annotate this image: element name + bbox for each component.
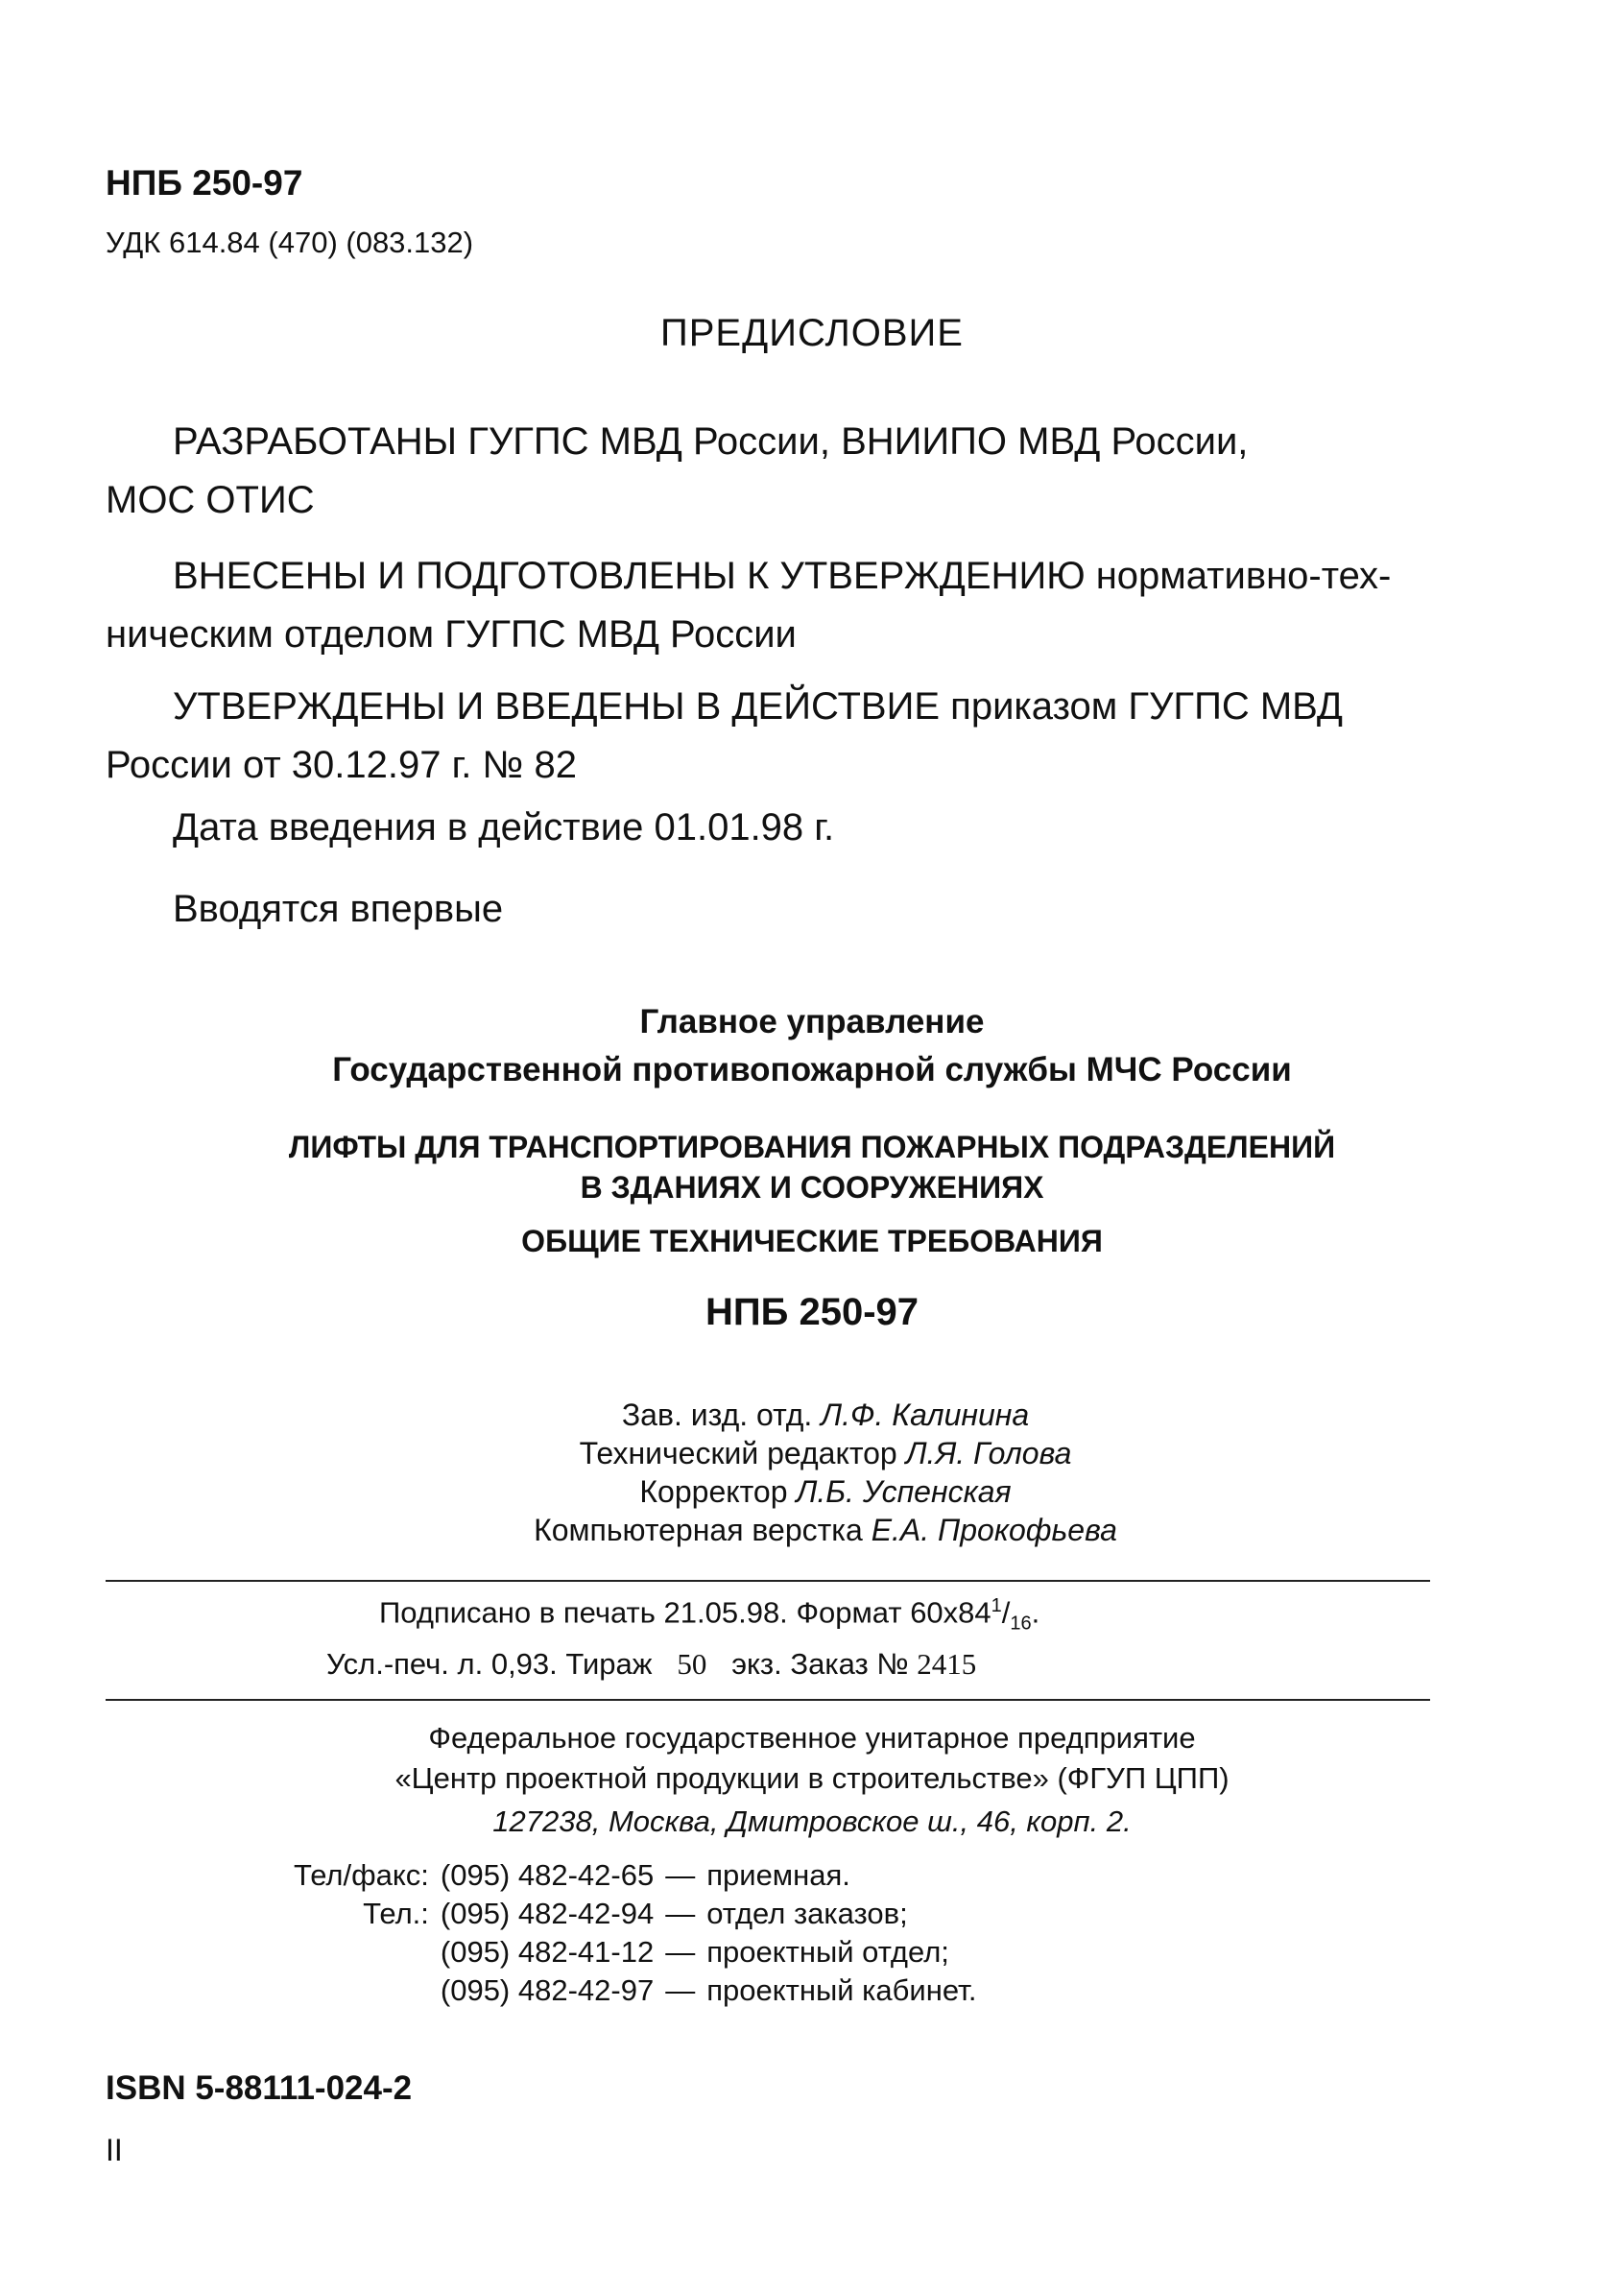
submitted-line-2: ническим отделом ГУГПС МВД России: [106, 613, 797, 656]
organization-name: [0, 998, 1624, 1094]
publisher-address: 127238, Москва, Дмитровское ш., 46, корп. 2.: [492, 1804, 1132, 1838]
contact-label: [288, 1933, 435, 1971]
contact-label: [288, 1971, 435, 2010]
credit-row: [288, 1434, 1363, 1472]
contact-row: [288, 1933, 982, 1971]
contact-row: [288, 1856, 982, 1895]
signed-label: Подписано в печать: [379, 1595, 656, 1630]
imprint-signed-line: Подписано в печать 21.05.98. Формат $60x84^1/_{16}$.: [379, 1595, 1040, 1635]
contact-dept: проектный кабинет.: [706, 1973, 977, 2007]
doc-code-center: НПБ 250-97: [705, 1291, 919, 1333]
credit-name: Л.Б. Успенская: [796, 1474, 1012, 1509]
preface-title: ПРЕДИСЛОВИЕ: [660, 312, 964, 354]
credit-name: Е.А. Прокофьева: [871, 1513, 1117, 1547]
contact-label: Тел.:: [363, 1897, 429, 1930]
format-sup: 1: [991, 1595, 1002, 1616]
contacts-table: [288, 1856, 982, 2010]
copies-label: экз. Заказ №: [731, 1647, 909, 1681]
doc-title-line-1: ЛИФТЫ ДЛЯ ТРАНСПОРТИРОВАНИЯ ПОЖАРНЫХ ПОДРАЗДЕЛЕНИЙ: [288, 1130, 1336, 1164]
contact-phone: (095) 482-42-97: [440, 1973, 655, 2007]
doc-title-line-2: В ЗДАНИЯХ И СООРУЖЕНИЯХ: [580, 1170, 1044, 1205]
sheets: Усл.-печ. л. 0,93.: [326, 1647, 558, 1681]
credit-name: Л.Я. Голова: [905, 1436, 1072, 1470]
credit-row: [288, 1472, 1363, 1511]
publisher-line-1: Федеральное государственное унитарное предприятие: [428, 1721, 1196, 1755]
developed-line-1: РАЗРАБОТАНЫ ГУГПС МВД России, ВНИИПО МВД России,: [173, 420, 1249, 463]
credit-role: Зав. изд. отд.: [621, 1398, 813, 1432]
print-run-label: Тираж: [565, 1647, 653, 1681]
developed-line-2: МОС ОТИС: [106, 479, 315, 521]
contact-row: [288, 1895, 982, 1933]
doc-code-header: НПБ 250-97: [106, 163, 303, 203]
contact-dept: проектный отдел;: [706, 1935, 949, 1969]
first-time-note: Вводятся впервые: [173, 888, 504, 930]
contact-label: Тел/факс:: [294, 1858, 429, 1892]
contact-dash: —: [665, 1858, 696, 1892]
credit-role: Компьютерная верстка: [534, 1513, 863, 1547]
format-sub: 16: [1010, 1613, 1032, 1635]
submitted-line-1: ВНЕСЕНЫ И ПОДГОТОВЛЕНЫ К УТВЕРЖДЕНИЮ нормативно-тех-: [173, 555, 1392, 597]
udk-code: УДК 614.84 (470) (083.132): [106, 226, 474, 259]
print-run-value: 50: [677, 1647, 707, 1681]
contact-phone: (095) 482-42-65: [440, 1858, 655, 1892]
org-line-2: Государственной противопожарной службы МЧС России: [332, 1051, 1292, 1088]
divider-top: [106, 1580, 1430, 1582]
approved-paragraph: [106, 678, 1430, 795]
approved-line-1: УТВЕРЖДЕНЫ И ВВЕДЕНЫ В ДЕЙСТВИЕ приказом ГУГПС МВД: [173, 685, 1344, 728]
contact-phone: (095) 482-42-94: [440, 1897, 655, 1930]
contact-dash: —: [665, 1897, 696, 1930]
divider-bottom: [106, 1699, 1430, 1701]
format-value: 60x84: [910, 1595, 991, 1630]
approved-line-2: России от 30.12.97 г. № 82: [106, 744, 578, 786]
publisher-block: [0, 1718, 1624, 1799]
submitted-paragraph: [106, 547, 1430, 664]
document-subtitle: ОБЩИЕ ТЕХНИЧЕСКИЕ ТРЕБОВАНИЯ: [521, 1224, 1103, 1258]
imprint-run-line: [326, 1647, 976, 1682]
credit-role: Технический редактор: [579, 1436, 897, 1470]
org-line-1: Главное управление: [639, 1003, 985, 1040]
publisher-line-2: «Центр проектной продукции в строительстве» (ФГУП ЦПП): [394, 1761, 1230, 1795]
contact-row: [288, 1971, 982, 2010]
signed-date: 21.05.98.: [663, 1595, 788, 1630]
contact-dept: отдел заказов;: [706, 1897, 908, 1930]
credits-list: [288, 1396, 1363, 1549]
contact-dept: приемная.: [706, 1858, 850, 1892]
credit-row: [288, 1511, 1363, 1549]
effective-date: Дата введения в действие 01.01.98 г.: [173, 806, 835, 848]
credit-name: Л.Ф. Калинина: [821, 1398, 1030, 1432]
isbn: ISBN 5-88111-024-2: [106, 2069, 413, 2107]
credit-row: [288, 1396, 1363, 1434]
page-number: II: [106, 2133, 123, 2167]
contact-dash: —: [665, 1935, 696, 1969]
credit-role: Корректор: [639, 1474, 788, 1509]
document-title: [0, 1127, 1624, 1207]
format-label: Формат: [796, 1595, 902, 1630]
contact-dash: —: [665, 1973, 696, 2007]
developed-paragraph: [106, 413, 1430, 530]
contact-phone: (095) 482-41-12: [440, 1935, 655, 1969]
order-number: 2415: [917, 1647, 977, 1681]
